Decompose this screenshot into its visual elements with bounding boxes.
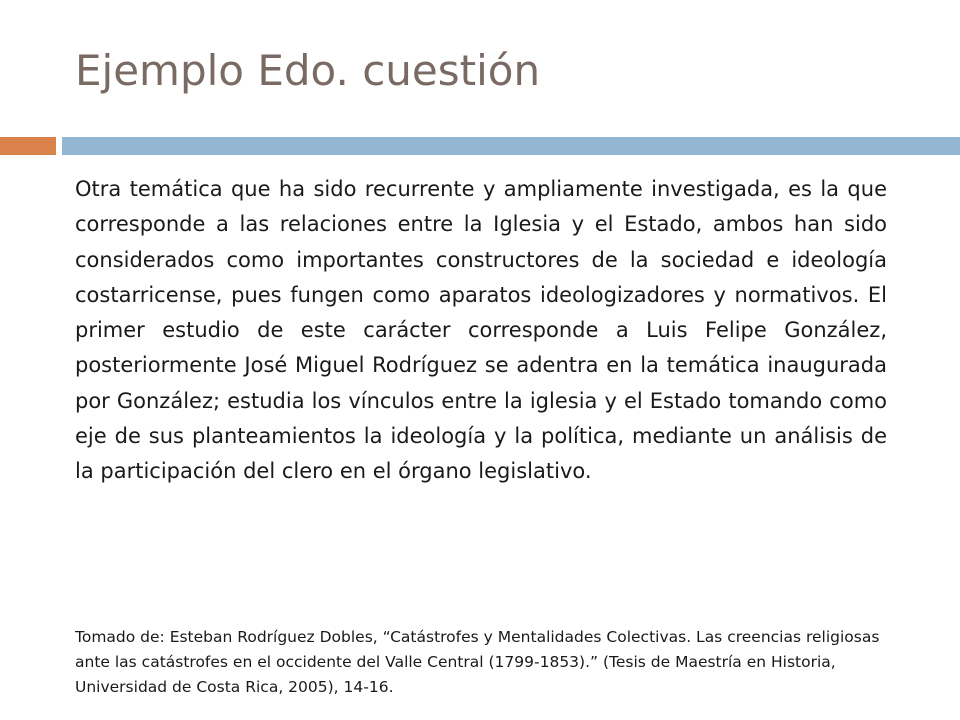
accent-bar-orange [0, 137, 56, 155]
accent-bar-blue [62, 137, 960, 155]
citation-text: Tomado de: Esteban Rodríguez Dobles, “Catástrofes y Mentalidades Colectivas. Las creencias religiosas ante las catástrofes en el occidente del Valle Central (1799-1853).” (Tesis de Maestría en Historia, Universidad de Costa Rica, 2005), 14-16. [75, 628, 880, 696]
body-paragraph: Otra temática que ha sido recurrente y ampliamente investigada, es la que corresponde a las relaciones entre la Iglesia y el Estado, ambos han sido considerados como importantes constructores de la sociedad e ideología costarricense, pues fungen como aparatos ideologizadores y normativos. El primer estudio de este carácter corresponde a Luis Felipe González, posteriormente José Miguel Rodríguez se adentra en la temática inaugurada por González; estudia los vínculos entre la iglesia y el Estado tomando como eje de sus planteamientos la ideología y la política, mediante un análisis de la participación del clero en el órgano legislativo. [75, 177, 887, 484]
slide-title: Ejemplo Edo. cuestión [75, 46, 541, 95]
